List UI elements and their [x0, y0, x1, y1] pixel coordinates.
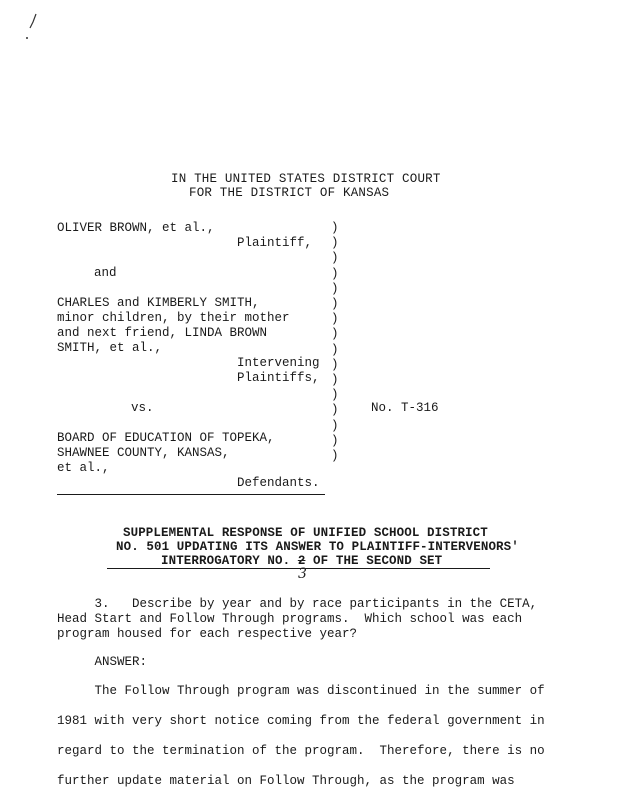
- answer-line-3: regard to the termination of the program. Therefore, there is no: [57, 744, 545, 758]
- intervenors-line-3: and next friend, LINDA BROWN: [57, 326, 268, 340]
- caption-parens: ) ) ) ) ) ) ) ) ) ) ) ) ) ) ) ): [331, 221, 339, 464]
- pen-mark: [22, 12, 42, 42]
- question-line-1: 3. Describe by year and by race participants in the CETA,: [57, 597, 538, 611]
- defendant-line-2: SHAWNEE COUNTY, KANSAS,: [57, 446, 230, 460]
- answer-label: ANSWER:: [57, 655, 148, 669]
- title-line-1: SUPPLEMENTAL RESPONSE OF UNIFIED SCHOOL DISTRICT: [123, 526, 488, 540]
- answer-line-1: The Follow Through program was discontinued in the summer of: [57, 684, 545, 698]
- intervenors-line-1: CHARLES and KIMBERLY SMITH,: [57, 296, 260, 310]
- court-line-1: IN THE UNITED STATES DISTRICT COURT: [171, 172, 441, 186]
- plaintiff-role: Plaintiff,: [237, 236, 313, 250]
- plaintiff-name: OLIVER BROWN, et al.,: [57, 221, 215, 235]
- case-number: No. T-316: [371, 401, 439, 415]
- court-line-2: FOR THE DISTRICT OF KANSAS: [189, 186, 390, 200]
- intervenors-role-1: Intervening: [237, 356, 320, 370]
- defendant-line-3: et al.,: [57, 461, 110, 475]
- caption-vs: vs.: [131, 401, 154, 415]
- struck-number: 2: [297, 554, 306, 568]
- question-line-2: Head Start and Follow Through programs. Which school was each: [57, 612, 523, 626]
- title-line-3: INTERROGATORY NO. 2 OF THE SECOND SET: [161, 554, 443, 568]
- answer-line-2: 1981 with very short notice coming from the federal government in: [57, 714, 545, 728]
- defendant-line-1: BOARD OF EDUCATION OF TOPEKA,: [57, 431, 275, 445]
- defendant-role: Defendants.: [237, 476, 320, 490]
- caption-and: and: [94, 266, 117, 280]
- intervenors-role-2: Plaintiffs,: [237, 371, 320, 385]
- intervenors-line-2: minor children, by their mother: [57, 311, 290, 325]
- handwritten-correction: 3: [298, 566, 307, 582]
- answer-line-4: further update material on Follow Through, as the program was: [57, 774, 515, 788]
- caption-rule: [57, 494, 325, 495]
- title-line-2: NO. 501 UPDATING ITS ANSWER TO PLAINTIFF-INTERVENORS': [116, 540, 519, 554]
- question-line-3: program housed for each respective year?: [57, 627, 358, 641]
- intervenors-line-4: SMITH, et al.,: [57, 341, 163, 355]
